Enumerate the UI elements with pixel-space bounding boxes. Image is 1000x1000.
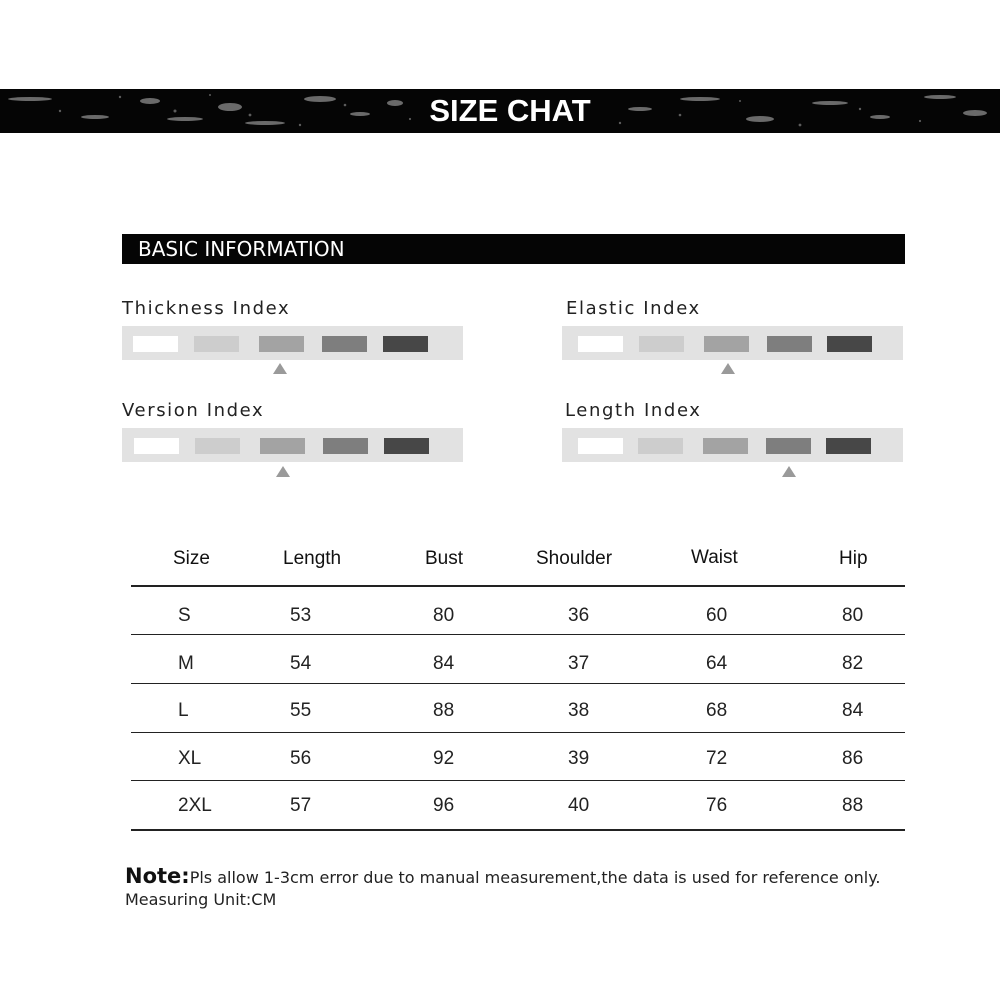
version-index-label: Version Index	[122, 400, 265, 421]
level-swatch	[384, 438, 429, 454]
cell-size: M	[178, 653, 194, 674]
level-swatch	[767, 336, 812, 352]
cell-size: S	[178, 605, 191, 626]
measuring-unit: Measuring Unit:CM	[125, 890, 277, 909]
header-shoulder: Shoulder	[536, 548, 613, 569]
cell-hip: 84	[842, 700, 864, 721]
cell-bust: 96	[433, 795, 455, 816]
note-text: Pls allow 1-3cm error due to manual measurement,the data is used for reference only.	[189, 868, 881, 887]
note-separator: :	[181, 864, 190, 888]
level-swatch	[578, 438, 623, 454]
cell-waist: 64	[706, 653, 728, 674]
length-index-label: Length Index	[565, 400, 702, 421]
cell-waist: 60	[706, 605, 728, 626]
title-banner	[0, 89, 1000, 133]
length-index-scale	[562, 428, 903, 462]
cell-waist: 72	[706, 748, 728, 769]
header-divider	[131, 585, 905, 587]
header-length: Length	[283, 548, 342, 569]
level-swatch	[260, 438, 305, 454]
banner-title: SIZE CHAT	[429, 93, 591, 128]
level-swatch	[323, 438, 368, 454]
elastic-index-label: Elastic Index	[566, 298, 701, 319]
level-swatch	[704, 336, 749, 352]
level-swatch	[259, 336, 304, 352]
table-bottom-rule	[131, 829, 905, 831]
row-divider	[131, 780, 905, 781]
level-swatch	[703, 438, 748, 454]
cell-size: XL	[178, 748, 202, 769]
level-swatch	[827, 336, 872, 352]
cell-hip: 80	[842, 605, 864, 626]
thickness-index-label: Thickness Index	[122, 298, 291, 319]
level-swatch	[194, 336, 239, 352]
header-bust: Bust	[425, 548, 464, 569]
cell-length: 57	[290, 795, 312, 816]
cell-bust: 80	[433, 605, 455, 626]
cell-length: 55	[290, 700, 312, 721]
level-swatch	[826, 438, 871, 454]
section-title: BASIC INFORMATION	[138, 237, 345, 261]
cell-waist: 76	[706, 795, 728, 816]
cell-shoulder: 36	[568, 605, 590, 626]
header-hip: Hip	[839, 548, 868, 569]
level-swatch	[195, 438, 240, 454]
header-waist: Waist	[691, 547, 738, 568]
cell-length: 54	[290, 653, 312, 674]
note-label: Note	[125, 864, 182, 888]
version-index-pointer-icon	[276, 466, 290, 477]
elastic-index-pointer-icon	[721, 363, 735, 374]
row-divider	[131, 732, 905, 733]
cell-length: 56	[290, 748, 312, 769]
cell-shoulder: 40	[568, 795, 590, 816]
cell-hip: 86	[842, 748, 864, 769]
row-divider	[131, 683, 905, 684]
elastic-index-scale	[562, 326, 903, 360]
row-divider	[131, 634, 905, 635]
level-swatch	[766, 438, 811, 454]
header-size: Size	[173, 548, 210, 569]
level-swatch	[383, 336, 428, 352]
level-swatch	[578, 336, 623, 352]
disclaimer-note	[125, 864, 881, 888]
cell-bust: 92	[433, 748, 455, 769]
cell-length: 53	[290, 605, 312, 626]
cell-size: 2XL	[178, 795, 212, 816]
cell-size: L	[178, 700, 189, 721]
cell-shoulder: 38	[568, 700, 590, 721]
level-swatch	[134, 438, 179, 454]
cell-shoulder: 39	[568, 748, 590, 769]
thickness-index-pointer-icon	[273, 363, 287, 374]
level-swatch	[322, 336, 367, 352]
cell-waist: 68	[706, 700, 728, 721]
level-swatch	[639, 336, 684, 352]
thickness-index-scale	[122, 326, 463, 360]
version-index-scale	[122, 428, 463, 462]
cell-hip: 82	[842, 653, 864, 674]
cell-shoulder: 37	[568, 653, 590, 674]
cell-hip: 88	[842, 795, 864, 816]
level-swatch	[133, 336, 178, 352]
cell-bust: 88	[433, 700, 455, 721]
length-index-pointer-icon	[782, 466, 796, 477]
cell-bust: 84	[433, 653, 455, 674]
level-swatch	[638, 438, 683, 454]
